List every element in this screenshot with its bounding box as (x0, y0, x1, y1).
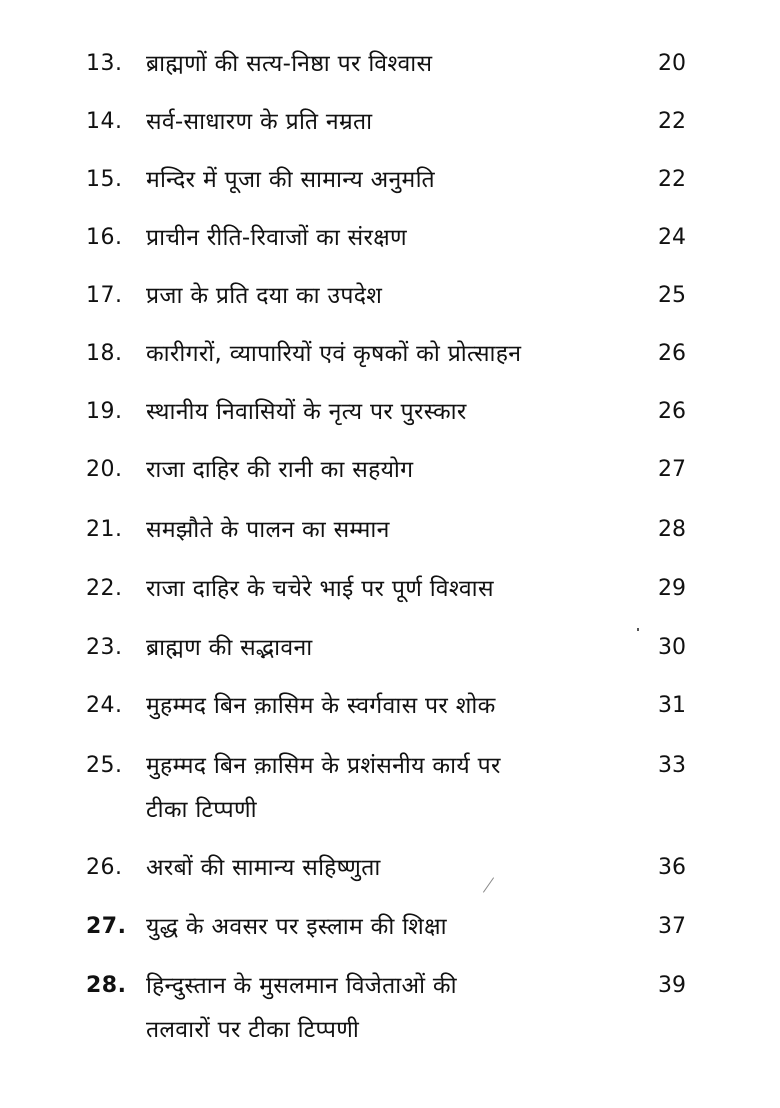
entry-title (146, 567, 616, 611)
entry-page-number: 30 (658, 635, 686, 660)
entry-number: 16. (86, 225, 123, 250)
entry-title (146, 158, 616, 202)
entry-page-number: 39 (658, 973, 686, 998)
entry-title (146, 100, 616, 144)
entry-page-number: 22 (658, 167, 686, 192)
scan-speck (637, 628, 639, 631)
entry-number: 19. (86, 399, 123, 424)
entry-page-number: 36 (658, 855, 686, 880)
entry-title-line: हिन्दुस्तान के मुसलमान विजेताओं की (146, 973, 457, 999)
entry-title-line: मन्दिर में पूजा की सामान्य अनुमति (146, 167, 435, 193)
entry-number: 28. (86, 973, 127, 998)
entry-title-line: ब्राह्मणों की सत्य-निष्ठा पर विश्वास (146, 51, 433, 77)
entry-number: 13. (86, 51, 123, 76)
entry-title-line: युद्ध के अवसर पर इस्लाम की शिक्षा (146, 914, 447, 940)
entry-title (146, 626, 616, 670)
entry-title (146, 744, 616, 832)
entry-number: 25. (86, 753, 123, 778)
entry-title-line: राजा दाहिर की रानी का सहयोग (146, 457, 414, 483)
entry-title-line: टीका टिप्पणी (146, 797, 257, 823)
entry-title-line: समझौते के पालन का सम्मान (146, 517, 390, 543)
entry-page-number: 22 (658, 109, 686, 134)
entry-title-line: प्राचीन रीति-रिवाजों का संरक्षण (146, 225, 407, 251)
entry-title (146, 216, 616, 260)
entry-title-line: अरबों की सामान्य सहिष्णुता (146, 855, 381, 881)
entry-title-line: स्थानीय निवासियों के नृत्य पर पुरस्कार (146, 399, 467, 425)
entry-number: 27. (86, 914, 127, 939)
entry-page-number: 24 (658, 225, 686, 250)
entry-page-number: 26 (658, 399, 686, 424)
entry-page-number: 27 (658, 457, 686, 482)
entry-title-line: राजा दाहिर के चचेरे भाई पर पूर्ण विश्वास (146, 576, 494, 602)
entry-title-line: प्रजा के प्रति दया का उपदेश (146, 283, 383, 309)
entry-page-number: 29 (658, 576, 686, 601)
entry-title-line: मुहम्मद बिन क़ासिम के प्रशंसनीय कार्य पर (146, 753, 501, 779)
entry-page-number: 31 (658, 693, 686, 718)
entry-number: 21. (86, 517, 123, 542)
entry-number: 17. (86, 283, 123, 308)
entry-title-line: ब्राह्मण की सद्भावना (146, 635, 313, 661)
entry-title (146, 448, 616, 492)
entry-number: 22. (86, 576, 123, 601)
entry-page-number: 26 (658, 341, 686, 366)
entry-title (146, 42, 616, 86)
entry-number: 20. (86, 457, 123, 482)
entry-title (146, 332, 616, 376)
entry-title-line: मुहम्मद बिन क़ासिम के स्वर्गवास पर शोक (146, 693, 496, 719)
entry-title (146, 274, 616, 318)
entry-title (146, 508, 616, 552)
entry-number: 26. (86, 855, 123, 880)
entry-title (146, 905, 616, 949)
entry-page-number: 28 (658, 517, 686, 542)
entry-number: 15. (86, 167, 123, 192)
entry-number: 24. (86, 693, 123, 718)
entry-number: 18. (86, 341, 123, 366)
entry-page-number: 25 (658, 283, 686, 308)
entry-title (146, 390, 616, 434)
entry-title (146, 846, 616, 890)
entry-title (146, 964, 616, 1052)
entry-page-number: 20 (658, 51, 686, 76)
entry-page-number: 37 (658, 914, 686, 939)
entry-title (146, 684, 616, 728)
entry-number: 14. (86, 109, 123, 134)
entry-title-line: सर्व-साधारण के प्रति नम्रता (146, 109, 373, 135)
entry-title-line: तलवारों पर टीका टिप्पणी (146, 1017, 360, 1043)
entry-page-number: 33 (658, 753, 686, 778)
entry-title-line: कारीगरों, व्यापारियों एवं कृषकों को प्रोत्साहन (146, 341, 522, 367)
entry-number: 23. (86, 635, 123, 660)
